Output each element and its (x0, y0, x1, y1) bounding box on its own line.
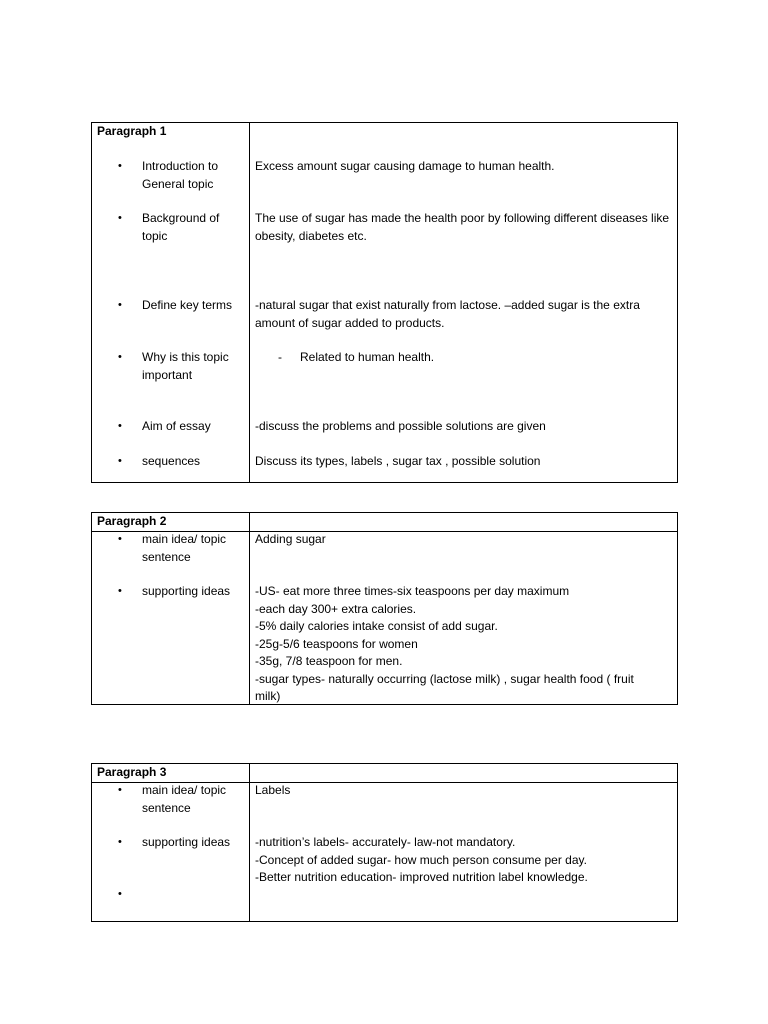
supporting-ideas-list (255, 834, 675, 887)
bullet-icon: • (118, 784, 122, 796)
bullet-icon: • (118, 533, 122, 545)
row-content: The use of sugar has made the health poor by following different diseases like obesity, diabetes etc. (255, 211, 670, 243)
table-header (92, 123, 677, 141)
bullet-icon: • (118, 420, 122, 432)
dash-marker: - (278, 350, 282, 364)
paragraph-2-heading: Paragraph 2 (97, 514, 167, 528)
row-label: Define key terms (142, 298, 233, 312)
supporting-ideas-list (255, 583, 675, 706)
row-label: Background of topic (142, 211, 220, 243)
row-label: main idea/ topic sentence (142, 532, 227, 564)
bullet-icon: • (118, 299, 122, 311)
row-label: sequences (142, 454, 201, 468)
row-content: -natural sugar that exist naturally from lactose. –added sugar is the extra amount of sugar added to products. (255, 298, 640, 330)
paragraph-1-table (91, 122, 678, 483)
bullet-icon: • (118, 351, 122, 363)
row-label: Aim of essay (142, 419, 211, 433)
list-item: -each day 300+ extra calories. (255, 601, 417, 616)
bullet-icon: • (118, 836, 122, 848)
row-content: Excess amount sugar causing damage to human health. (255, 159, 555, 173)
list-item: -25g-5/6 teaspoons for women (255, 636, 418, 651)
column-divider (249, 513, 250, 704)
row-content: Related to human health. (300, 350, 435, 364)
row-content: Labels (255, 783, 291, 797)
column-divider (249, 764, 250, 921)
paragraph-1-heading: Paragraph 1 (97, 124, 167, 138)
row-content: Discuss its types, labels , sugar tax , possible solution (255, 454, 541, 468)
bullet-icon: • (118, 160, 122, 172)
bullet-icon: • (118, 212, 122, 224)
paragraph-3-heading: Paragraph 3 (97, 765, 167, 779)
row-label: supporting ideas (142, 835, 231, 849)
list-item: -sugar types- naturally occurring (lactose milk) , sugar health food ( fruit (255, 671, 634, 686)
row-label: Introduction to General topic (142, 159, 219, 191)
list-item: -US- eat more three times-six teaspoons per day maximum (255, 584, 570, 598)
list-item: -Concept of added sugar- how much person consume per day. (255, 852, 587, 867)
bullet-icon: • (118, 585, 122, 597)
row-content: Adding sugar (255, 532, 326, 546)
list-item: -35g, 7/8 teaspoon for men. (255, 654, 403, 668)
table-header (92, 764, 677, 783)
paragraph-2-table (91, 512, 678, 705)
list-item: -nutrition’s labels- accurately- law-not mandatory. (255, 835, 516, 849)
row-label: main idea/ topic sentence (142, 783, 227, 815)
row-label: supporting ideas (142, 584, 231, 598)
bullet-icon: • (118, 455, 122, 467)
paragraph-3-table (91, 763, 678, 922)
row-content: -discuss the problems and possible solutions are given (255, 419, 546, 433)
row-label: Why is this topic important (142, 350, 229, 382)
list-item: milk) (255, 689, 281, 703)
column-divider (249, 123, 250, 482)
list-item: -5% daily calories intake consist of add sugar. (255, 619, 498, 633)
list-item: -Better nutrition education- improved nutrition label knowledge. (255, 870, 588, 884)
table-header (92, 513, 677, 532)
bullet-icon: • (118, 888, 122, 900)
